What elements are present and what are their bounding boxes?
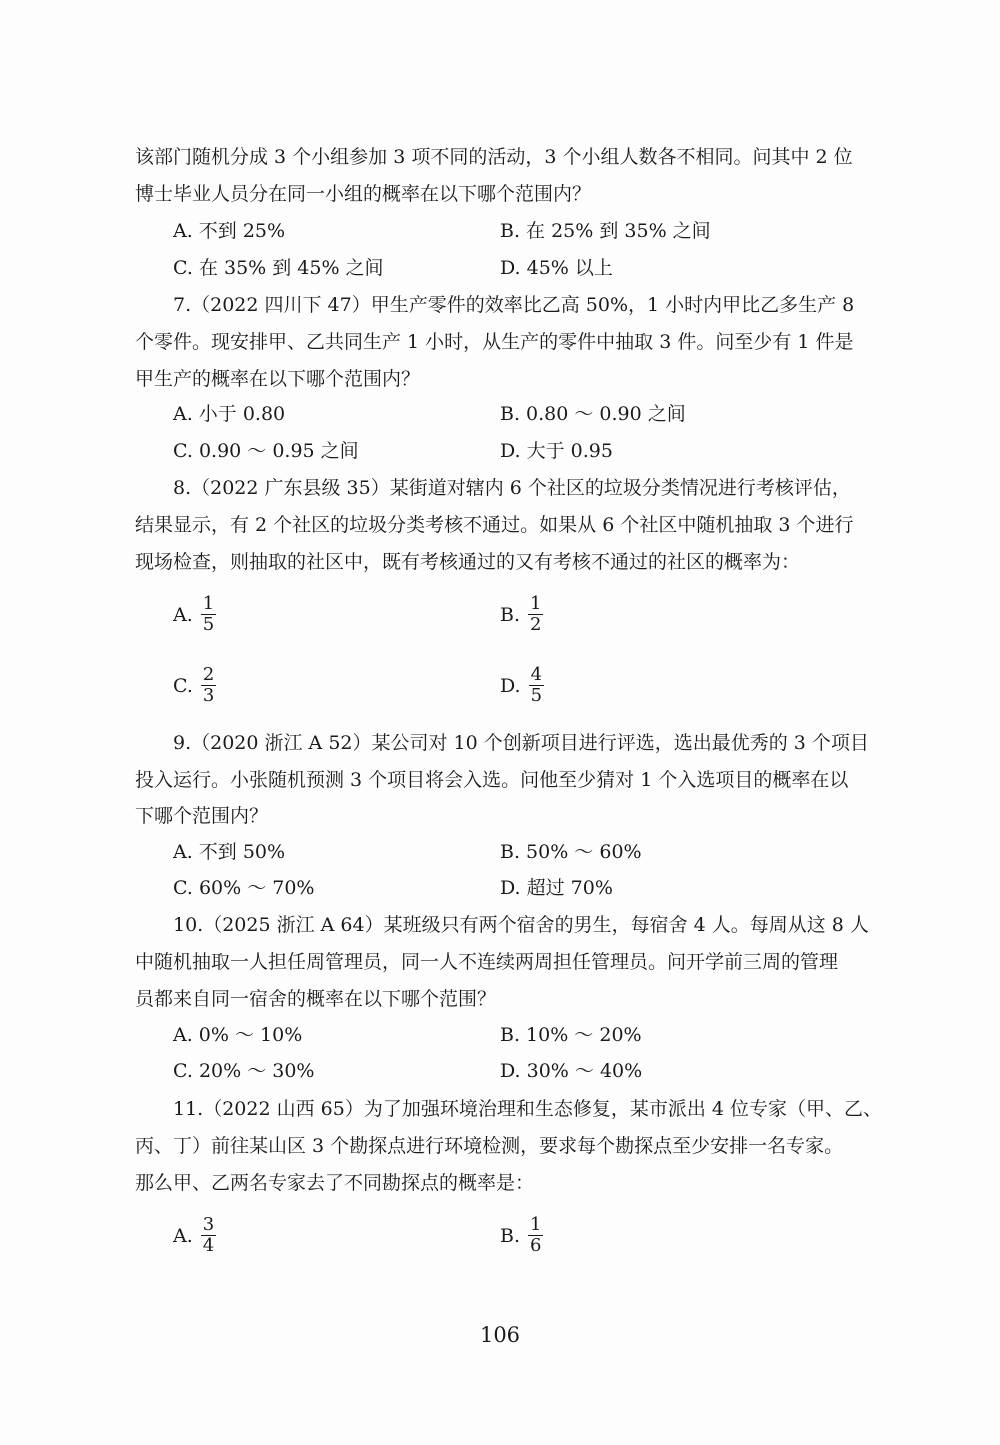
q6-option-a: A. 不到 25% — [173, 220, 286, 242]
option-label: A. — [173, 1224, 193, 1247]
q7-text-line-2: 个零件。现安排甲、乙共同生产 1 小时，从生产的零件中抽取 3 件。问至少有 1 件是 — [135, 331, 854, 353]
q8-option-d — [500, 665, 544, 706]
q7-option-d: D. 大于 0.95 — [500, 440, 613, 462]
q10-text-line-2: 中随机抽取一人担任周管理员，同一人不连续两周担任管理员。问开学前三周的管理 — [135, 951, 839, 973]
q6-text-line-1: 该部门随机分成 3 个小组参加 3 项不同的活动，3 个小组人数各不相同。问其中 2 位 — [135, 146, 853, 168]
fraction — [201, 1215, 216, 1256]
q11-text-line-1: 11.（2022 山西 65）为了加强环境治理和生态修复，某市派出 4 位专家（甲、乙、 — [173, 1098, 882, 1120]
q9-text-line-1: 9.（2020 浙江 A 52）某公司对 10 个创新项目进行评选，选出最优秀的 3 个项目 — [173, 732, 869, 754]
q8-option-c — [173, 665, 216, 706]
fraction-numerator: 1 — [530, 593, 542, 614]
fraction-numerator: 1 — [530, 1214, 542, 1235]
q10-option-d: D. 30% ～ 40% — [500, 1060, 643, 1082]
fraction — [529, 665, 544, 706]
q9-option-a: A. 不到 50% — [173, 841, 286, 863]
fraction — [201, 594, 216, 635]
fraction — [528, 1215, 543, 1256]
q7-option-c: C. 0.90 ～ 0.95 之间 — [173, 440, 359, 462]
q11-option-b — [500, 1215, 543, 1256]
q9-text-line-2: 投入运行。小张随机预测 3 个项目将会入选。问他至少猜对 1 个入选项目的概率在以 — [135, 769, 849, 791]
fraction — [201, 665, 216, 706]
fraction-denominator: 6 — [530, 1235, 542, 1256]
q9-option-d: D. 超过 70% — [500, 877, 613, 899]
q8-option-a — [173, 594, 216, 635]
option-label: B. — [500, 1224, 521, 1247]
fraction-numerator: 2 — [202, 664, 215, 685]
q10-text-line-1: 10.（2025 浙江 A 64）某班级只有两个宿舍的男生，每宿舍 4 人。每周从这 8 人 — [173, 914, 869, 936]
option-label: B. — [500, 603, 521, 626]
page-number: 106 — [479, 1323, 521, 1347]
fraction-denominator: 2 — [530, 614, 542, 635]
q11-text-line-3: 那么甲、乙两名专家去了不同勘探点的概率是： — [135, 1172, 535, 1194]
q7-text-line-1: 7.（2022 四川下 47）甲生产零件的效率比乙高 50%，1 小时内甲比乙多生产 8 — [173, 294, 855, 316]
q11-option-a — [173, 1215, 216, 1256]
q10-text-line-3: 员都来自同一宿舍的概率在以下哪个范围？ — [135, 988, 497, 1010]
fraction-denominator: 3 — [202, 685, 215, 706]
fraction-numerator: 4 — [530, 664, 543, 685]
q10-option-c: C. 20% ～ 30% — [173, 1060, 315, 1082]
fraction — [528, 594, 543, 635]
fraction-numerator: 1 — [202, 593, 215, 614]
q11-text-line-2: 丙、丁）前往某山区 3 个勘探点进行环境检测，要求每个勘探点至少安排一名专家。 — [135, 1135, 844, 1157]
option-label: D. — [500, 674, 521, 697]
fraction-numerator: 3 — [202, 1214, 215, 1235]
q7-option-a: A. 小于 0.80 — [173, 403, 286, 425]
q6-text-line-2: 博士毕业人员分在同一小组的概率在以下哪个范围内？ — [135, 183, 592, 205]
q9-option-b: B. 50% ～ 60% — [500, 841, 642, 863]
q8-text-line-2: 结果显示，有 2 个社区的垃圾分类考核不通过。如果从 6 个社区中随机抽取 3 个进行 — [135, 514, 854, 536]
q9-text-line-3: 下哪个范围内？ — [135, 805, 269, 827]
q9-option-c: C. 60% ～ 70% — [173, 877, 315, 899]
q8-text-line-1: 8.（2022 广东县级 35）某街道对辖内 6 个社区的垃圾分类情况进行考核评估， — [173, 477, 851, 499]
q8-text-line-3: 现场检查，则抽取的社区中，既有考核通过的又有考核不通过的社区的概率为： — [135, 551, 801, 573]
fraction-denominator: 5 — [530, 685, 543, 706]
q8-option-b — [500, 594, 543, 635]
option-label: A. — [173, 603, 193, 626]
q7-option-b: B. 0.80 ～ 0.90 之间 — [500, 403, 686, 425]
q10-option-b: B. 10% ～ 20% — [500, 1024, 642, 1046]
q7-text-line-3: 甲生产的概率在以下哪个范围内？ — [135, 368, 421, 390]
q6-option-b: B. 在 25% 到 35% 之间 — [500, 220, 711, 242]
q6-option-d: D. 45% 以上 — [500, 257, 613, 279]
fraction-denominator: 5 — [202, 614, 215, 635]
option-label: C. — [173, 674, 193, 697]
fraction-denominator: 4 — [202, 1235, 215, 1256]
q10-option-a: A. 0% ～ 10% — [173, 1024, 303, 1046]
q6-option-c: C. 在 35% 到 45% 之间 — [173, 257, 384, 279]
